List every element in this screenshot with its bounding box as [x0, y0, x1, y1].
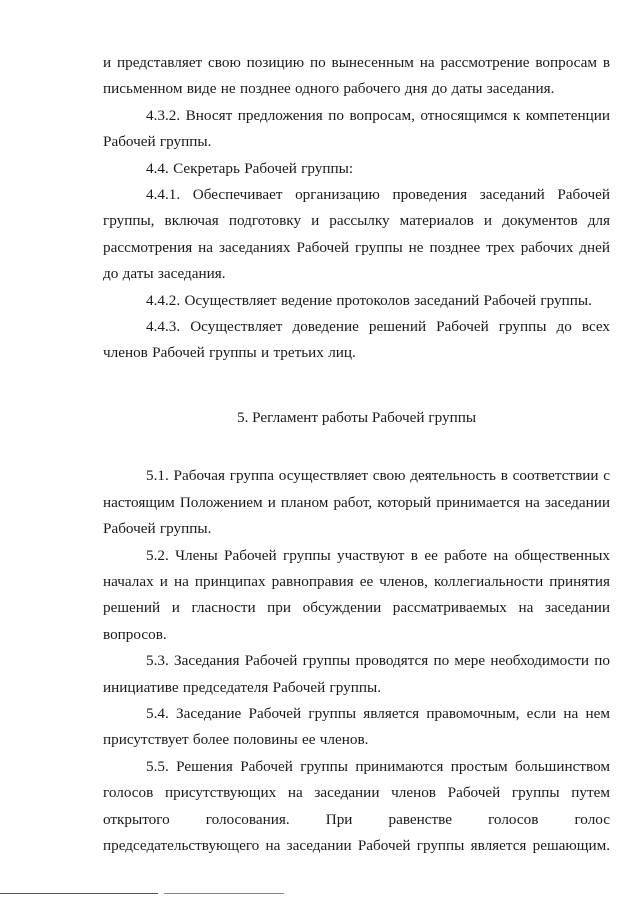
paragraph-5-2: 5.2. Члены Рабочей группы участвуют в ее работе на общественных началах и на принципах равноправия ее членов, коллегиальности принятия решений и гласности при обсуждении рассматриваемых на заседании вопросов.	[103, 546, 610, 643]
paragraph-4-4-2: 4.4.2. Осуществляет ведение протоколов заседаний Рабочей группы.	[146, 291, 592, 309]
paragraph-5-3: 5.3. Заседания Рабочей группы проводятся по мере необходимости по инициативе председателя Рабочей группы.	[103, 652, 610, 696]
scan-edge-line	[0, 893, 158, 894]
paragraph-5-4: 5.4. Заседание Рабочей группы является правомочным, если на нем присутствует более половины ее членов.	[103, 704, 610, 749]
document-page	[103, 50, 610, 859]
paragraph-4-4-1: 4.4.1. Обеспечивает организацию проведения заседаний Рабочей группы, включая подготовку и рассылку материалов и документов для рассмотрения на заседаниях Рабочей группы не позднее трех рабочих дней до даты заседания.	[103, 186, 610, 283]
section-title: 5. Регламент работы Рабочей группы	[236, 408, 477, 426]
scan-edge-line-faint	[164, 893, 284, 894]
paragraph-continuation: и представляет свою позицию по вынесенным на рассмотрение вопросам в письменном виде не позднее одного рабочего дня до даты заседания.	[103, 54, 610, 98]
paragraph-4-4: 4.4. Секретарь Рабочей группы:	[146, 159, 354, 177]
paragraph-5-1: 5.1. Рабочая группа осуществляет свою деятельность в соответствии с настоящим Положением и планом работ, который принимается на заседании Рабочей группы.	[103, 467, 610, 538]
paragraph-5-5: 5.5. Решения Рабочей группы принимаются простым большинством голосов присутствующих на заседании членов Рабочей группы путем открытого голосования. При равенстве голосов голос председательствующего на заседании Рабочей группы является решающим.	[103, 757, 610, 854]
paragraph-4-4-3: 4.4.3. Осуществляет доведение решений Рабочей группы до всех членов Рабочей группы и третьих лиц.	[103, 318, 610, 362]
paragraph-4-3-2: 4.3.2. Вносят предложения по вопросам, относящимся к компетенции Рабочей группы.	[103, 106, 610, 151]
